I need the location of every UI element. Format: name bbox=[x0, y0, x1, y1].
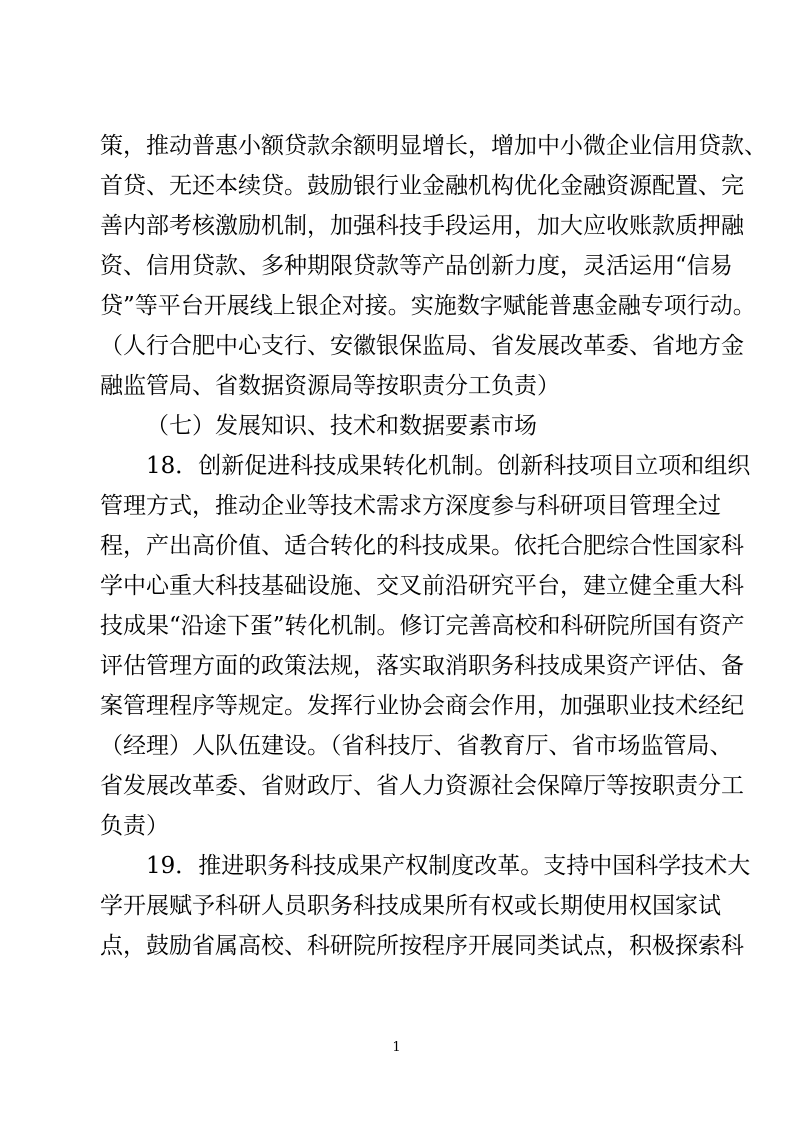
body-text-line: 贷”等平台开展线上银企对接。实施数字赋能普惠金融专项行动。 bbox=[100, 293, 756, 319]
body-text-line: （人行合肥中心支行、安徽银保监局、省发展改革委、省地方金 bbox=[100, 333, 744, 359]
body-text-line: 案管理程序等规定。发挥行业协会商会作用，加强职业技术经纪 bbox=[100, 693, 744, 719]
body-text-line: 负责） bbox=[100, 813, 169, 839]
body-text-line: 程，产出高价值、适合转化的科技成果。依托合肥综合性国家科 bbox=[100, 533, 744, 559]
body-text-line: 资、信用贷款、多种期限贷款等产品创新力度，灵活运用“信易 bbox=[100, 253, 733, 279]
body-text-line: 首贷、无还本续贷。鼓励银行业金融机构优化金融资源配置、完 bbox=[100, 173, 744, 199]
body-text-line: 省发展改革委、省财政厅、省人力资源社会保障厅等按职责分工 bbox=[100, 773, 744, 799]
body-text-line: （经理）人队伍建设。（省科技厅、省教育厅、省市场监管局、 bbox=[100, 733, 733, 759]
page-number: 1 bbox=[392, 1040, 401, 1055]
body-text-line: 学开展赋予科研人员职务科技成果所有权或长期使用权国家试 bbox=[100, 893, 721, 919]
paragraph-start-line: 18．创新促进科技成果转化机制。创新科技项目立项和组织 bbox=[146, 453, 751, 479]
body-text-line: 技成果“沿途下蛋”转化机制。修订完善高校和科研院所国有资产 bbox=[100, 613, 745, 639]
body-text-line: 善内部考核激励机制，加强科技手段运用，加大应收账款质押融 bbox=[100, 213, 744, 239]
body-text-line: 管理方式，推动企业等技术需求方深度参与科研项目管理全过 bbox=[100, 493, 721, 519]
body-text-line: 点，鼓励省属高校、科研院所按程序开展同类试点，积极探索科 bbox=[100, 933, 744, 959]
paragraph-start-line: 19．推进职务科技成果产权制度改革。支持中国科学技术大 bbox=[146, 853, 751, 879]
section-heading: （七）发展知识、技术和数据要素市场 bbox=[146, 413, 537, 439]
body-text-line: 策，推动普惠小额贷款余额明显增长，增加中小微企业信用贷款、 bbox=[100, 133, 767, 159]
body-text-line: 融监管局、省数据资源局等按职责分工负责） bbox=[100, 373, 560, 399]
body-text-line: 评估管理方面的政策法规，落实取消职务科技成果资产评估、备 bbox=[100, 653, 744, 679]
body-text-line: 学中心重大科技基础设施、交叉前沿研究平台，建立健全重大科 bbox=[100, 573, 744, 599]
